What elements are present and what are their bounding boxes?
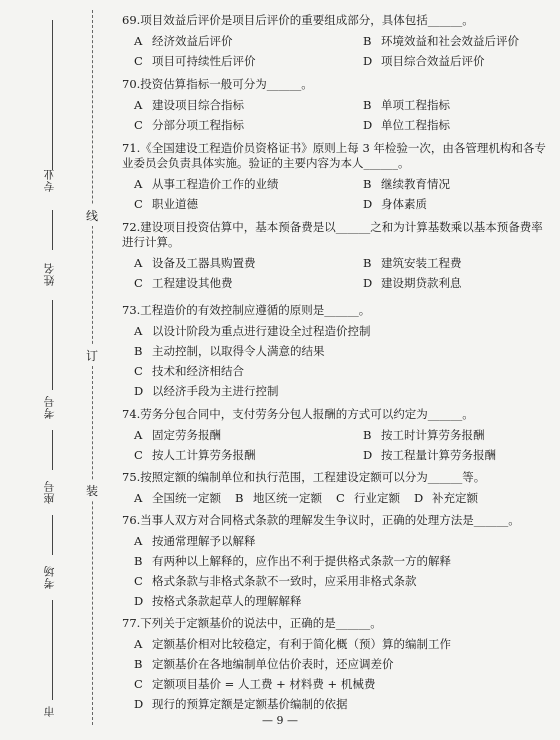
- option-key: A: [134, 324, 143, 338]
- option-key: C: [336, 491, 345, 505]
- option-a: [106, 253, 325, 273]
- binding-char: 装: [86, 480, 98, 501]
- question: [106, 407, 554, 465]
- question-number: 73.: [122, 303, 141, 317]
- option-text: 格式条款与非格式条款不一致时，应采用非格式条款: [152, 574, 417, 588]
- option-text: 现行的预算定额是定额基价编制的依据: [152, 697, 348, 711]
- option-key: B: [363, 428, 372, 442]
- question: [106, 303, 554, 401]
- option-text: 以经济手段为主进行控制: [152, 384, 279, 398]
- option-text: 从事工程造价工作的业绩: [152, 177, 279, 191]
- option-text: 继续教育情况: [381, 177, 450, 191]
- option-d: [106, 694, 554, 714]
- margin-line: [52, 515, 53, 555]
- margin-label-major: 专业: [43, 168, 56, 192]
- question-list: [106, 8, 554, 714]
- page-number: — 9 —: [262, 714, 298, 727]
- option-text: 定额基价在各地编制单位估价表时，还应调差价: [152, 657, 394, 671]
- question-stem: [106, 220, 554, 250]
- option-text: 经济效益后评价: [152, 34, 233, 48]
- option-key: A: [134, 637, 143, 651]
- option-text: 行业定额: [354, 491, 400, 505]
- option-d: [335, 51, 554, 71]
- option-b: [106, 654, 554, 674]
- question-stem: [106, 303, 554, 318]
- option-d: [335, 194, 554, 214]
- margin-label-exam-no: 考号: [43, 395, 56, 419]
- option-d: [106, 381, 554, 401]
- question-text: 当事人双方对合同格式条款的理解发生争议时，正确的处理方法是______。: [140, 513, 520, 527]
- option-key: D: [134, 384, 144, 398]
- option-key: B: [363, 256, 372, 270]
- option-c: [106, 115, 325, 135]
- question-stem: [106, 77, 554, 92]
- option-key: A: [134, 534, 143, 548]
- option-text: 项目可持续性后评价: [152, 54, 256, 68]
- option-b: [106, 551, 554, 571]
- option-text: 按工程量计算劳务报酬: [381, 448, 496, 462]
- option-list: [106, 321, 554, 401]
- question-text: 项目效益后评价是项目后评价的重要组成部分，具体包括______。: [140, 13, 474, 27]
- option-b: [335, 253, 554, 273]
- option-key: D: [134, 697, 144, 711]
- option-list: [106, 531, 554, 611]
- question-text: 工程造价的有效控制应遵循的原则是______。: [140, 303, 371, 317]
- option-key: A: [134, 428, 143, 442]
- option-list: [106, 488, 554, 508]
- question-stem: [106, 616, 554, 631]
- option-d: [106, 591, 554, 611]
- option-a: [106, 531, 554, 551]
- option-text: 主动控制，以取得令人满意的结果: [152, 344, 325, 358]
- margin-label-seat-no: 座号: [43, 480, 56, 504]
- option-a: [106, 95, 325, 115]
- option-d: [335, 445, 554, 465]
- option-b: [335, 425, 554, 445]
- option-key: C: [134, 677, 143, 691]
- option-c: [106, 445, 325, 465]
- option-a: [106, 31, 325, 51]
- question-number: 77.: [122, 616, 141, 630]
- question-number: 69.: [122, 13, 141, 27]
- question: [106, 220, 554, 293]
- question-text: 按照定额的编制单位和执行范围，工程建设定额可以分为______等。: [140, 470, 486, 484]
- option-key: C: [134, 448, 143, 462]
- option-d: [335, 115, 554, 135]
- option-text: 按格式条款起草人的理解解释: [152, 594, 302, 608]
- option-a: [106, 174, 325, 194]
- cut-line: [92, 10, 93, 725]
- question: [106, 13, 554, 71]
- option-text: 技术和经济相结合: [152, 364, 244, 378]
- margin-line: [52, 600, 53, 700]
- option-list: [106, 95, 554, 135]
- option-key: A: [134, 177, 143, 191]
- option-key: B: [363, 177, 372, 191]
- option-c: [336, 488, 400, 508]
- option-key: D: [363, 54, 373, 68]
- margin-line: [52, 20, 53, 170]
- option-key: D: [363, 197, 373, 211]
- option-text: 分部分项工程指标: [152, 118, 244, 132]
- option-c: [106, 674, 554, 694]
- option-b: [106, 341, 554, 361]
- option-c: [106, 51, 325, 71]
- question-number: 72.: [122, 220, 141, 234]
- binding-char: 线: [86, 205, 98, 226]
- option-key: C: [134, 276, 143, 290]
- option-key: B: [363, 34, 372, 48]
- option-b: [335, 31, 554, 51]
- question-text: 建设项目投资估算中，基本预备费是以______之和为计算基数乘以基本预备费率进行计算。: [122, 220, 543, 249]
- question-stem: [106, 470, 554, 485]
- option-text: 按通常理解予以解释: [152, 534, 256, 548]
- binding-margin: [0, 0, 110, 740]
- option-a: [106, 425, 325, 445]
- option-text: 环境效益和社会效益后评价: [381, 34, 519, 48]
- option-key: B: [363, 98, 372, 112]
- option-key: C: [134, 118, 143, 132]
- option-d: [414, 488, 478, 508]
- option-text: 单项工程指标: [381, 98, 450, 112]
- margin-line: [52, 210, 53, 250]
- option-text: 项目综合效益后评价: [381, 54, 485, 68]
- option-b: [335, 174, 554, 194]
- option-list: [106, 174, 554, 214]
- binding-char: 订: [86, 345, 98, 366]
- option-key: C: [134, 54, 143, 68]
- question: [106, 141, 554, 214]
- option-list: [106, 253, 554, 293]
- option-key: B: [235, 491, 244, 505]
- option-key: D: [134, 594, 144, 608]
- question-text: 投资估算指标一般可分为______。: [140, 77, 313, 91]
- margin-line: [52, 300, 53, 390]
- option-text: 设备及工器具购置费: [152, 256, 256, 270]
- option-key: D: [363, 448, 373, 462]
- option-key: C: [134, 574, 143, 588]
- option-key: A: [134, 98, 143, 112]
- option-text: 单位工程指标: [381, 118, 450, 132]
- option-a: [106, 634, 554, 654]
- option-text: 建筑安装工程费: [381, 256, 462, 270]
- option-text: 定额项目基价 = 人工费 + 材料费 + 机械费: [152, 677, 376, 691]
- question: [106, 616, 554, 714]
- option-c: [106, 361, 554, 381]
- option-key: B: [134, 657, 143, 671]
- option-text: 定额基价相对比较稳定，有利于简化概（预）算的编制工作: [152, 637, 451, 651]
- option-text: 固定劳务报酬: [152, 428, 221, 442]
- option-text: 按工时计算劳务报酬: [381, 428, 485, 442]
- question-stem: [106, 513, 554, 528]
- margin-label-city: 市: [43, 705, 56, 717]
- option-key: B: [134, 344, 143, 358]
- option-a: [106, 321, 554, 341]
- option-text: 地区统一定额: [253, 491, 322, 505]
- option-list: [106, 31, 554, 71]
- option-key: A: [134, 256, 143, 270]
- option-b: [235, 488, 322, 508]
- question-stem: [106, 13, 554, 28]
- question-text: 《全国建设工程造价员资格证书》原则上每 3 年检验一次，由各管理机构和各专业委员会负责具体实施。验证的主要内容为本人______。: [122, 141, 546, 170]
- question-text: 下列关于定额基价的说法中，正确的是______。: [140, 616, 382, 630]
- question: [106, 470, 554, 508]
- question-number: 76.: [122, 513, 141, 527]
- option-text: 补充定额: [432, 491, 478, 505]
- question-number: 74.: [122, 407, 141, 421]
- option-c: [106, 194, 325, 214]
- question-number: 71.: [122, 141, 141, 155]
- margin-line: [52, 430, 53, 470]
- option-text: 有两种以上解释的，应作出不利于提供格式条款一方的解释: [152, 554, 451, 568]
- option-key: D: [363, 276, 373, 290]
- option-text: 建设期贷款利息: [381, 276, 462, 290]
- question-text: 劳务分包合同中，支付劳务分包人报酬的方式可以约定为______。: [140, 407, 474, 421]
- option-key: C: [134, 364, 143, 378]
- option-text: 工程建设其他费: [152, 276, 233, 290]
- question-stem: [106, 141, 554, 171]
- option-c: [106, 273, 325, 293]
- option-text: 建设项目综合指标: [152, 98, 244, 112]
- option-list: [106, 425, 554, 465]
- option-c: [106, 571, 554, 591]
- option-text: 全国统一定额: [152, 491, 221, 505]
- option-text: 以设计阶段为重点进行建设全过程造价控制: [152, 324, 371, 338]
- option-text: 职业道德: [152, 197, 198, 211]
- option-key: A: [134, 34, 143, 48]
- option-key: C: [134, 197, 143, 211]
- question-number: 70.: [122, 77, 141, 91]
- margin-label-name: 姓名: [43, 262, 56, 286]
- option-key: B: [134, 554, 143, 568]
- option-list: [106, 634, 554, 714]
- option-key: D: [363, 118, 373, 132]
- option-text: 身体素质: [381, 197, 427, 211]
- question: [106, 513, 554, 611]
- option-d: [335, 273, 554, 293]
- option-key: D: [414, 491, 424, 505]
- option-text: 按人工计算劳务报酬: [152, 448, 256, 462]
- option-a: [134, 488, 221, 508]
- option-key: A: [134, 491, 143, 505]
- question-stem: [106, 407, 554, 422]
- option-b: [335, 95, 554, 115]
- question: [106, 77, 554, 135]
- margin-label-exam-room: 考场: [43, 565, 56, 589]
- question-number: 75.: [122, 470, 141, 484]
